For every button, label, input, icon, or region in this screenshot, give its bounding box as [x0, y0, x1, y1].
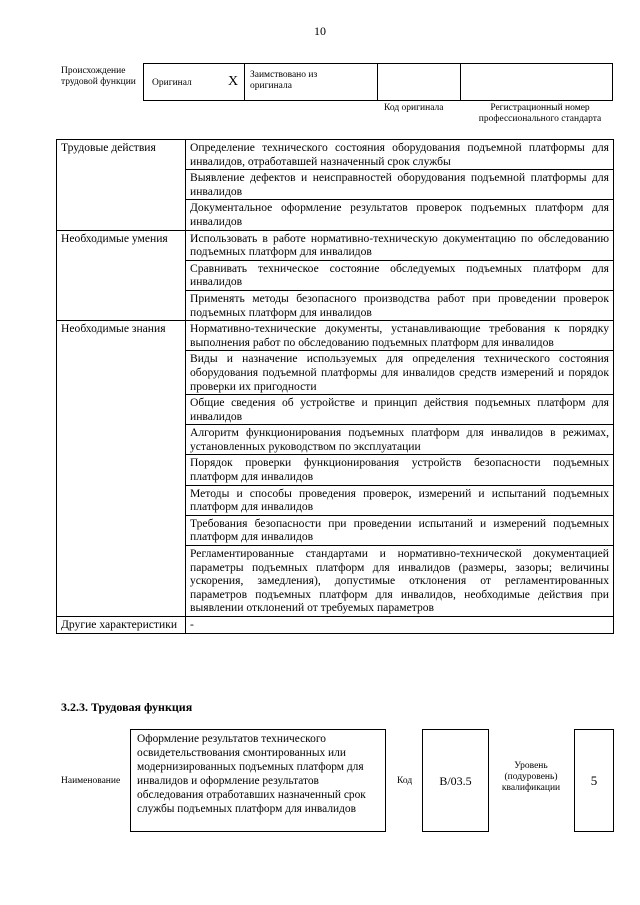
requirement-item: Алгоритм функционирования подъемных платформ для инвалидов в режимах, установленных руководством по эксплуатации: [186, 425, 614, 455]
function-name-value: Оформление результатов технического освидетельствования смонтированных или модернизированных подъемных платформ для инвалидов и оформление результатов обследования отработавших назначенный срок службы подъемных платформ для инвалидов: [137, 733, 366, 815]
code-box: [422, 729, 489, 832]
origin-label: Происхождение трудовой функции: [61, 66, 136, 87]
section-label: Необходимые знания: [57, 321, 186, 617]
function-name-box: [130, 729, 386, 832]
table-row: [57, 617, 614, 634]
original-label: Оригинал: [152, 78, 192, 88]
requirement-item: Общие сведения об устройстве и принцип действия подъемных платформ для инвалидов: [186, 395, 614, 425]
level-label: Уровень (подуровень) квалификации: [501, 761, 561, 793]
level-value: 5: [590, 773, 598, 788]
requirement-item: Нормативно-технические документы, устанавливающие требования к порядку выполнения работ по обследованию подъемных платформ для инвалидов: [186, 321, 614, 351]
regnum-cell: [460, 64, 612, 100]
requirement-item: Сравнивать техническое состояние обследуемых подъемных платформ для инвалидов: [186, 260, 614, 290]
code-value: B/03.5: [439, 774, 472, 788]
requirement-item: Порядок проверки функционирования устройств безопасности подъемных платформ для инвалидов: [186, 455, 614, 485]
table-row: [57, 321, 614, 351]
function-heading: 3.2.3. Трудовая функция: [61, 700, 193, 714]
regnum-caption: Регистрационный номер профессионального стандарта: [478, 103, 602, 124]
requirement-item: Применять методы безопасного производства работ при проведении проверок подъемных платформ для инвалидов: [186, 290, 614, 320]
code-original-caption: Код оригинала: [384, 103, 444, 113]
section-label: Необходимые умения: [57, 230, 186, 321]
requirement-item: Регламентированные стандартами и нормативно-технической документацией параметры подъемных платформ для инвалидов (размеры, зазоры; величины ускорения, замедления), допустимые отклонения от регламентированных параметров подъемных платформ для инвалидов, необходимые действия при выявлении отклонений от требуемых параметров: [186, 546, 614, 617]
code-original-cell: [377, 64, 461, 100]
page-number: 10: [314, 24, 326, 38]
requirement-item: Требования безопасности при проведении испытаний и измерений подъемных платформ для инвалидов: [186, 515, 614, 545]
requirement-item: Выявление дефектов и неисправностей оборудования подъемной платформы для инвалидов: [186, 170, 614, 200]
requirement-item: Виды и назначение используемых для определения технического состояния оборудования подъемной платформы для инвалидов средств измерений и порядок проверки их пригодности: [186, 351, 614, 395]
section-label: Другие характеристики: [57, 617, 186, 634]
level-box: [574, 729, 614, 832]
code-label: Код: [397, 776, 413, 786]
borrowed-cell: [244, 64, 378, 100]
original-mark: X: [228, 74, 239, 89]
name-label: Наименование: [61, 776, 121, 786]
table-row: [57, 140, 614, 170]
section-label: Трудовые действия: [57, 140, 186, 231]
original-cell: [144, 64, 245, 100]
borrowed-label: Заимствовано из оригинала: [250, 70, 318, 91]
requirement-item: Документальное оформление результатов проверок подъемных платформ для инвалидов: [186, 200, 614, 230]
requirement-item: Методы и способы проведения проверок, измерений и испытаний подъемных платформ для инвалидов: [186, 485, 614, 515]
requirements-table: [56, 139, 614, 634]
requirement-item: Определение технического состояния оборудования подъемной платформы для инвалидов, отработавшей назначенный срок службы: [186, 140, 614, 170]
requirement-item: -: [186, 617, 614, 634]
requirement-item: Использовать в работе нормативно-техническую документацию по обследованию подъемных платформ для инвалидов: [186, 230, 614, 260]
origin-table: [143, 63, 613, 101]
table-row: [57, 230, 614, 260]
